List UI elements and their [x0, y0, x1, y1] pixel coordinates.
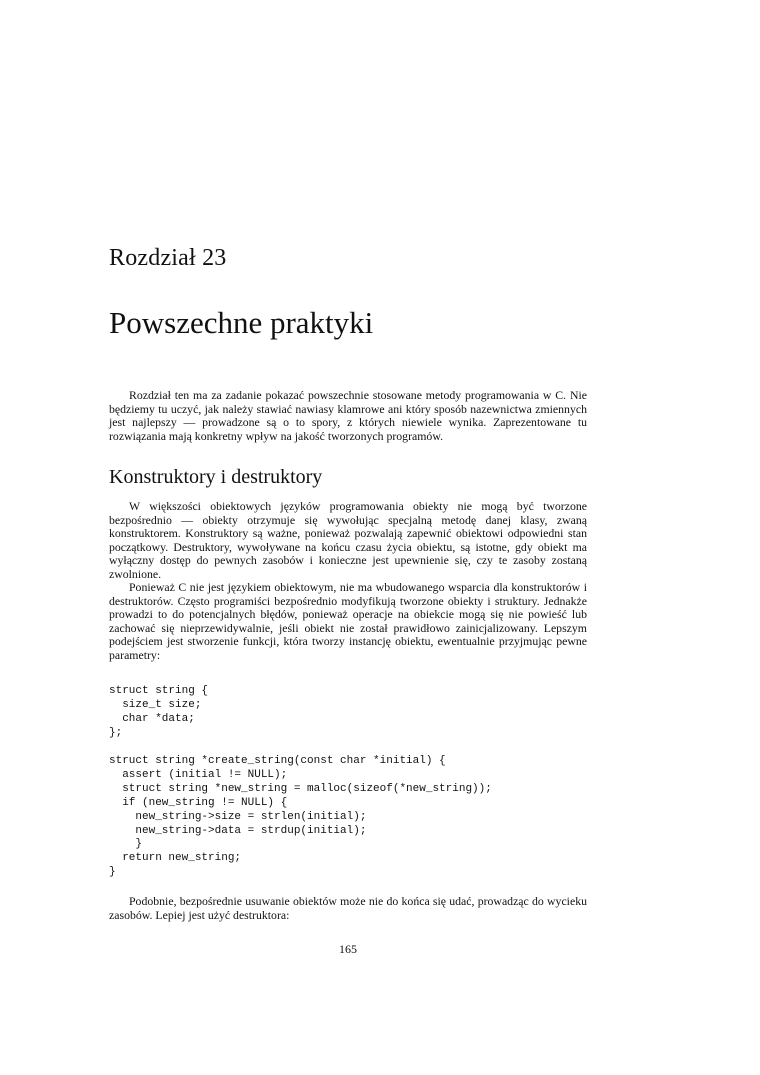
chapter-label: Rozdział 23 [109, 245, 227, 271]
chapter-title: Powszechne praktyki [109, 305, 374, 340]
section-body [109, 500, 587, 662]
code-listing-create-string: struct string *create_string(const char *initial) { assert (initial != NULL); struct string *new_string = malloc(sizeof(*new_string)); if (new_string != NULL) { new_string->size = strlen(initial); new_string->data = strdup(initial); } return new_string; } [109, 755, 492, 879]
section-title: Konstruktory i destruktory [109, 466, 323, 488]
page-number: 165 [339, 942, 357, 956]
section-body-continued [109, 895, 587, 922]
paragraph-1: W większości obiektowych języków programowania obiekty nie mogą być tworzone bezpośrednio — obiekty otrzymuje się wywołując specjalną metodę danej klasy, zwaną konstruktorem. Konstruktory są ważne, ponieważ pozwalają zapewnić obiektowi odpowiedni stan początkowy. Destruktory, wywoływane na końcu czasu życia obiektu, są istotne, gdy obiekt ma wyłączny dostęp do pewnych zasobów i konieczne jest upewnienie się, czy te zasoby zostaną zwolnione. [109, 499, 587, 581]
intro-paragraph: Rozdział ten ma za zadanie pokazać powszechnie stosowane metody programowania w C. Nie będziemy tu uczyć, jak należy stawiać nawiasy klamrowe ani który sposób nazewnictwa zmiennych jest najlepszy — prowadzone są o to spory, z których niewiele wynika. Zaprezentowane tu rozwiązania mają konkretny wpływ na jakość tworzonych programów. [109, 388, 587, 443]
paragraph-after-code: Podobnie, bezpośrednie usuwanie obiektów może nie do końca się udać, prowadząc do wycieku zasobów. Lepiej jest użyć destruktora: [109, 894, 587, 922]
intro-block [109, 389, 587, 443]
paragraph-2: Ponieważ C nie jest językiem obiektowym, nie ma wbudowanego wsparcia dla konstruktorów i destruktorów. Często programiści bezpośrednio modyfikują tworzone obiekty i struktury. Jednakże prowadzi to do potencjalnych błędów, ponieważ operacje na obiekcie mogą się nie powieść lub zachować się nieprzewidywalnie, jeśli obiekt nie został prawidłowo zainicjalizowany. Lepszym podejściem jest stworzenie funkcji, która tworzy instancję obiektu, ewentualnie przyjmując pewne parametry: [109, 580, 587, 662]
code-listing-struct: struct string { size_t size; char *data; }; [109, 685, 209, 739]
